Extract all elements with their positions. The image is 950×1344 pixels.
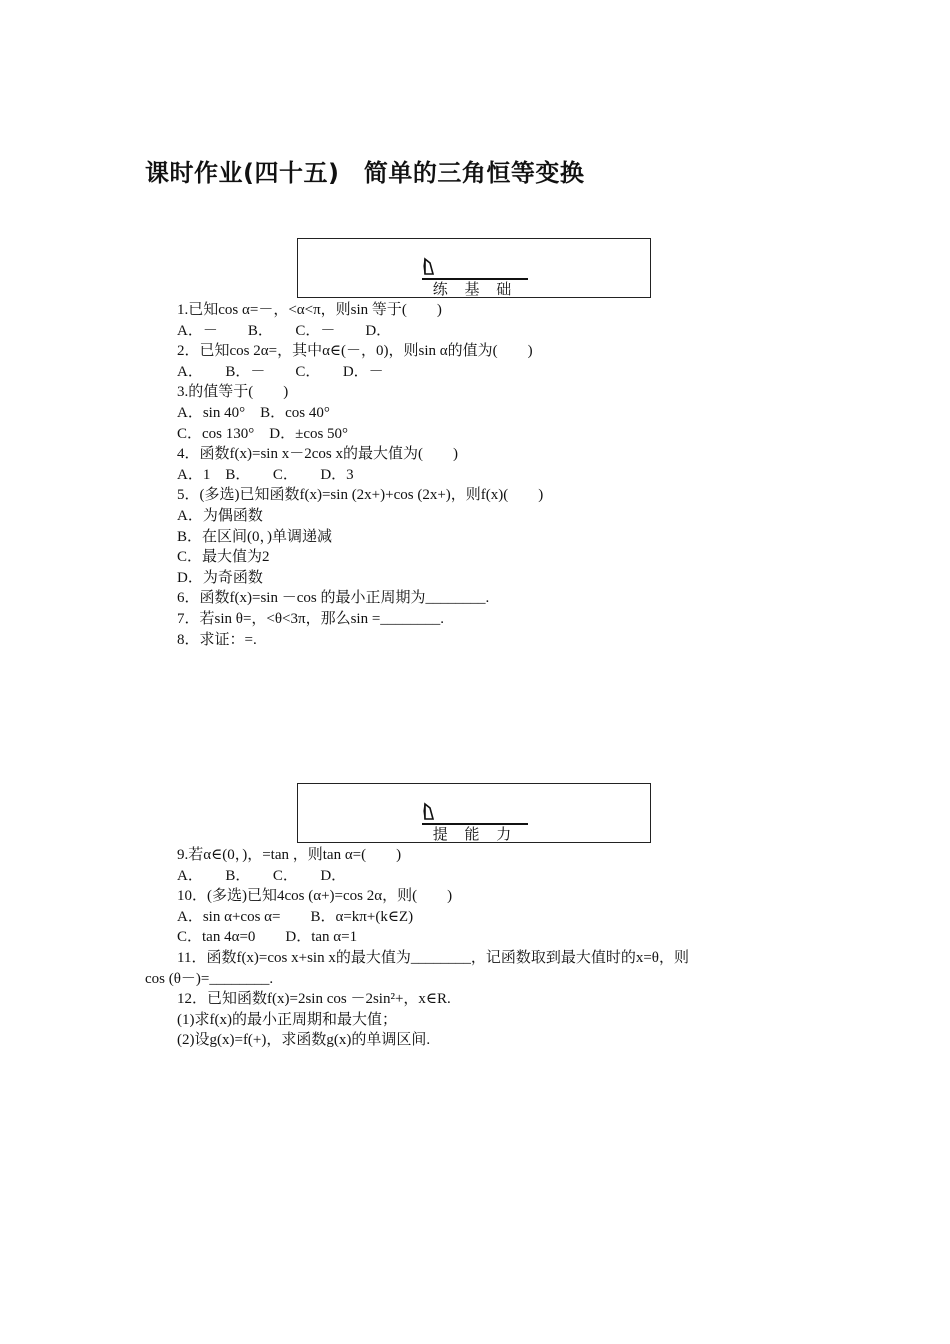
question-line: 5．(多选)已知函数f(x)=sin (2x+)+cos (2x+)，则f(x)( ) — [177, 487, 544, 504]
section-banner-basics — [297, 238, 651, 298]
answer-options: C．tan 4α=0 D．tan α=1 — [177, 929, 358, 946]
answer-option: B．在区间(0，)单调递减 — [177, 528, 332, 545]
sub-question: (1)求f(x)的最小正周期和最大值； — [177, 1011, 397, 1028]
answer-options: A．sin α+cos α= B．α=kπ+(k∈Z) — [177, 908, 414, 925]
question-line: 1.已知cos α=－，<α<π，则sin 等于( ) — [177, 302, 442, 318]
sub-question: (2)设g(x)=f(+)，求函数g(x)的单调区间. — [177, 1032, 431, 1049]
answer-options: A．1 B． C． D．3 — [177, 466, 354, 483]
section-banner-advanced — [297, 783, 651, 843]
answer-options: C．cos 130° D．±cos 50° — [177, 425, 349, 442]
answer-option: D．为奇函数 — [177, 569, 263, 586]
answer-option: A．为偶函数 — [177, 507, 263, 524]
answer-options: A． B．－ C． D．－ — [177, 363, 384, 380]
question-line: 10．(多选)已知4cos (α+)=cos 2α，则( ) — [177, 888, 453, 905]
question-line: 12．已知函数f(x)=2sin cos －2sin²+，x∈R. — [177, 991, 451, 1008]
question-line: 7．若sin θ=，<θ<3π，那么sin =________. — [177, 610, 445, 627]
question-line: 4．函数f(x)=sin x－2cos x的最大值为( ) — [177, 446, 458, 463]
question-list-basics — [0, 300, 950, 650]
question-line: 3.的值等于( ) — [177, 384, 289, 401]
question-line: 8．求证：=. — [177, 631, 257, 648]
question-line: 2．已知cos 2α=，其中α∈(－，0)，则sin α的值为( ) — [177, 343, 533, 360]
page-title: 课时作业(四十五) 简单的三角恒等变换 — [145, 159, 585, 187]
question-line: 9.若α∈(0，)，=tan ，则tan α=( ) — [177, 847, 402, 863]
pen-icon — [421, 257, 435, 277]
answer-options: A． B． C． D． — [177, 867, 347, 884]
answer-option: C．最大值为2 — [177, 549, 270, 566]
pen-icon — [421, 802, 435, 822]
question-line: 6．函数f(x)=sin －cos 的最小正周期为________. — [177, 590, 490, 607]
answer-options: A．－ B． C．－ D． — [177, 322, 392, 339]
question-list-advanced — [0, 845, 950, 1051]
answer-options: A．sin 40° B．cos 40° — [177, 404, 330, 421]
section-label: 提 能 力 — [432, 825, 518, 843]
question-line-wrapped: 11．函数f(x)=cos x+sin x的最大值为________，记函数取到最大值时的x=θ，则 cos (θ－)=________. — [145, 949, 689, 987]
section-label: 练 基 础 — [432, 280, 518, 298]
